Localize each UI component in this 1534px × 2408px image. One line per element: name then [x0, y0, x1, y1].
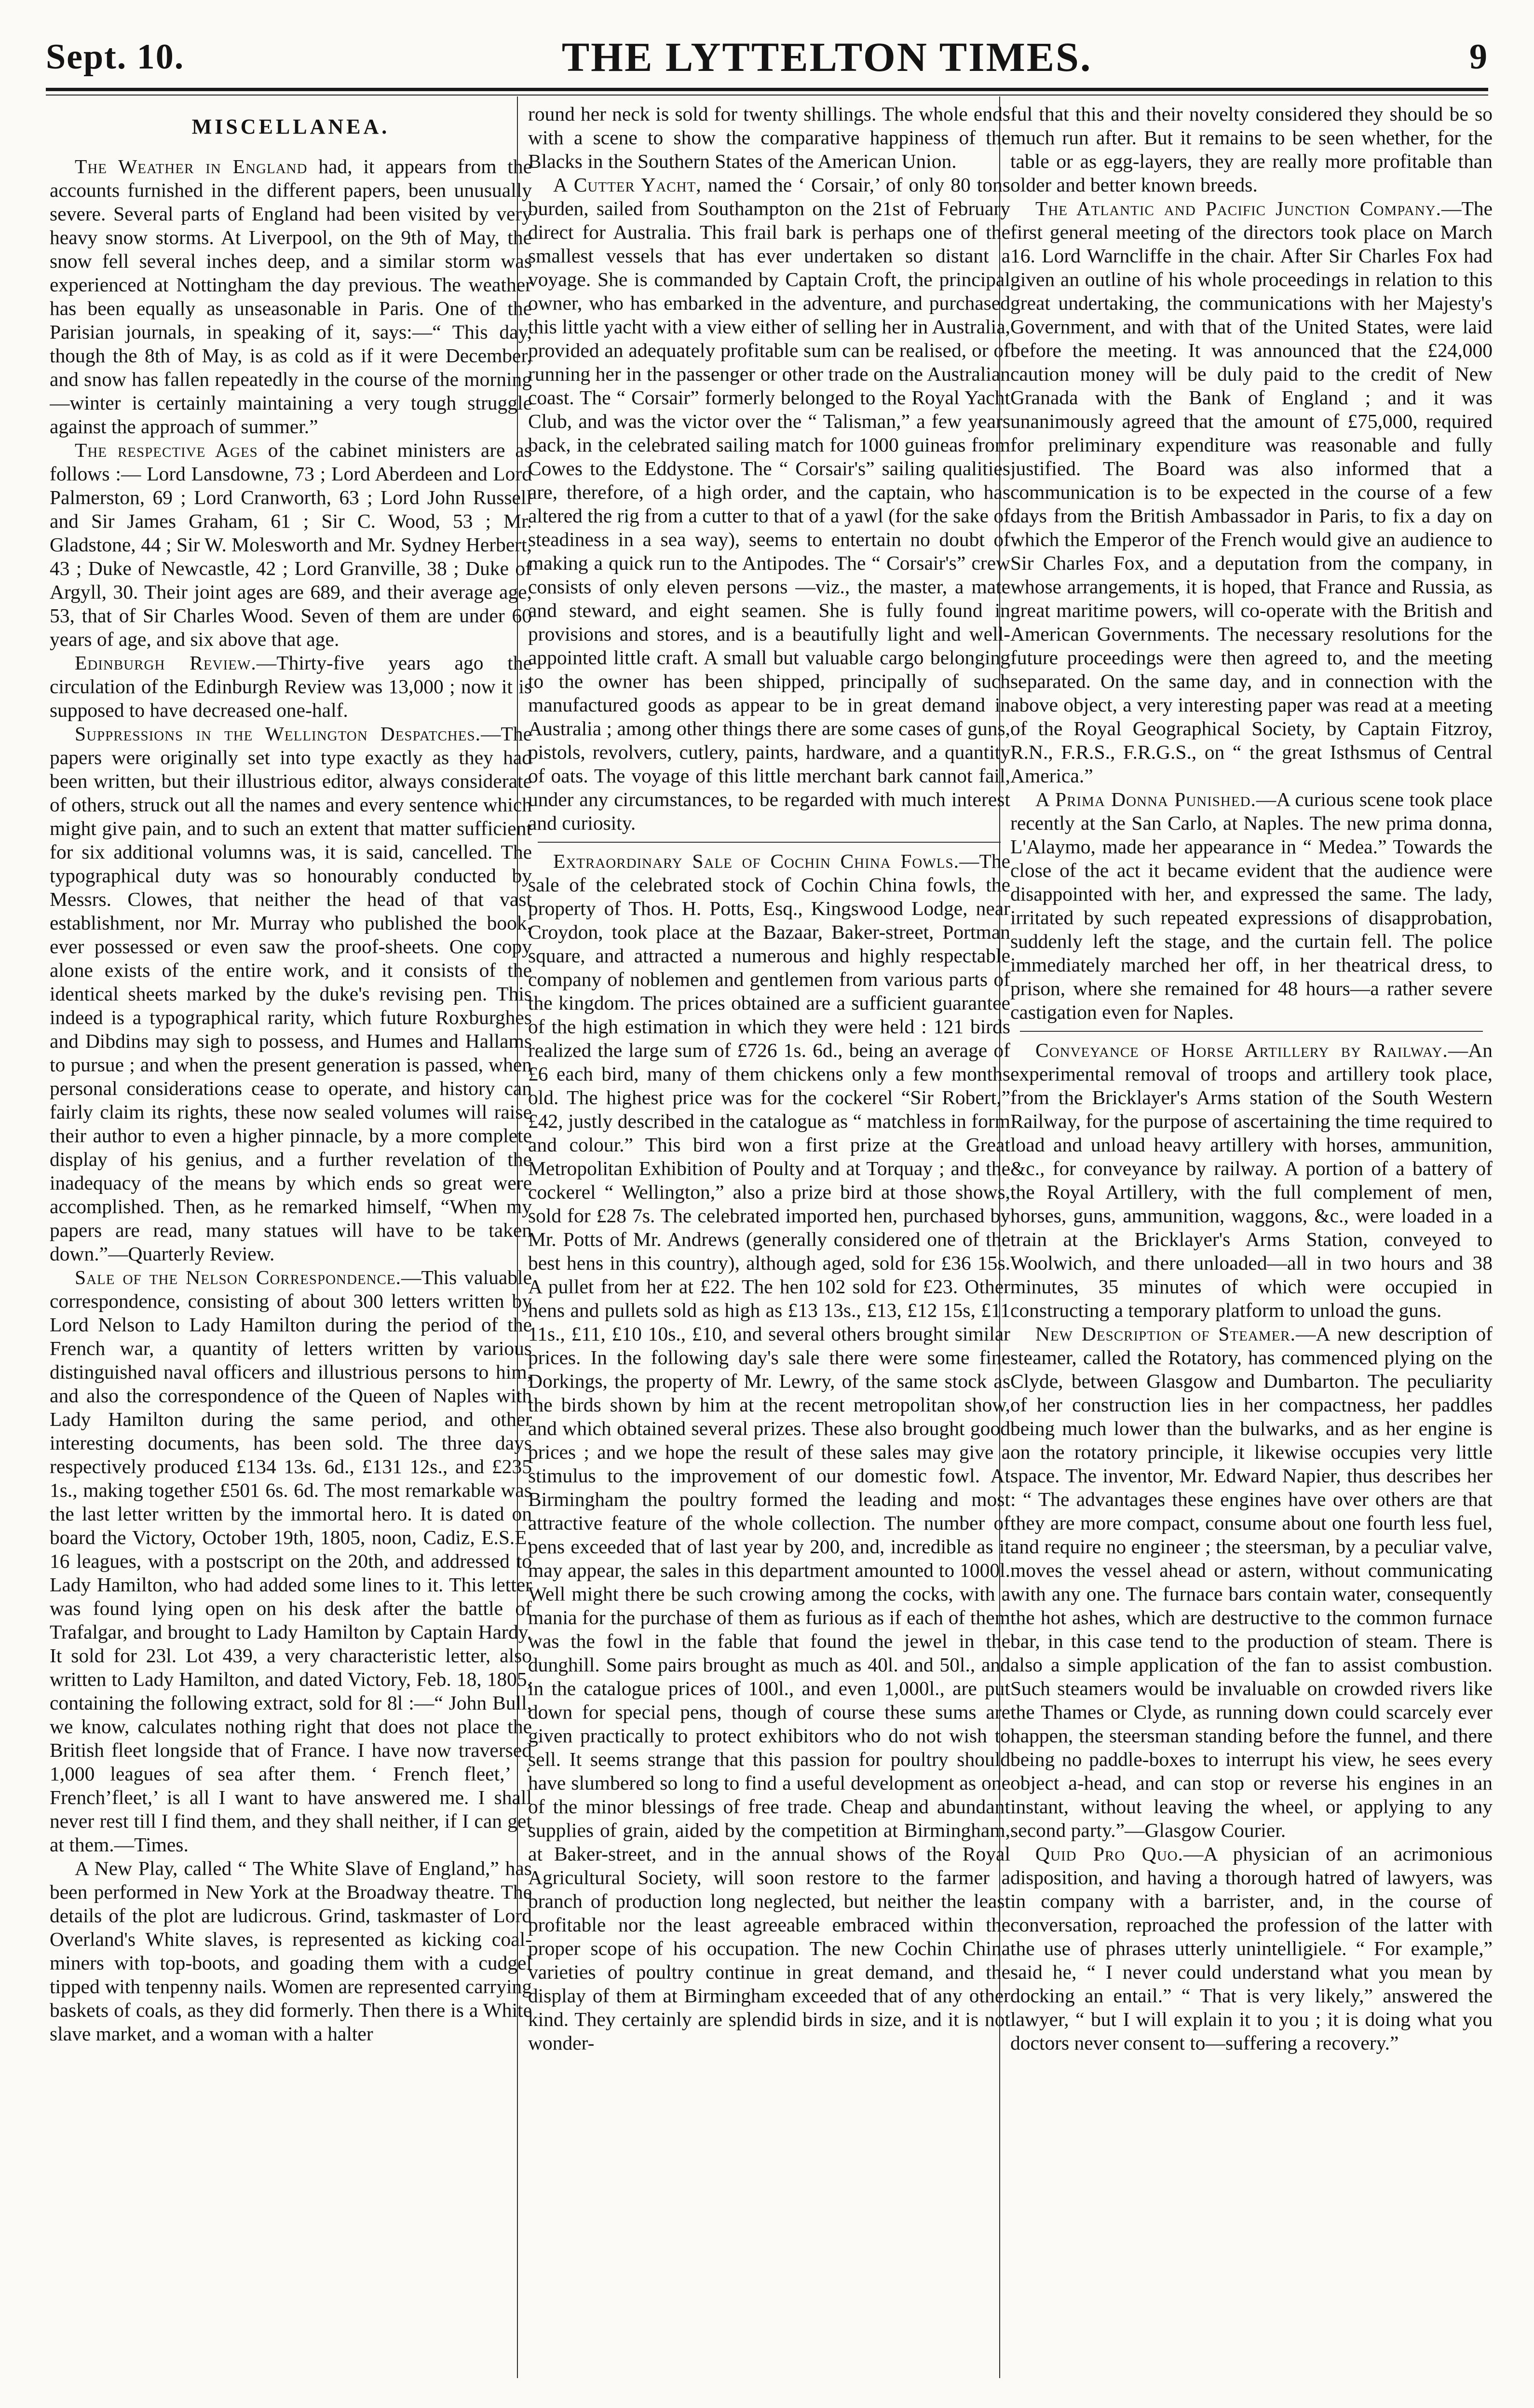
article-lead: Edinburgh Review.: [75, 652, 257, 674]
article-lead: Suppressions in the Wellington Despatches.: [75, 723, 481, 745]
article-lead: Extraordinary Sale of Cochin China Fowls.: [553, 850, 959, 872]
article-white-slave-play: A New Play, called “ The White Slave of England,” has been performed in New York at the Broadway theatre. The details of the plot are ludicrous. Grind, taskmaster of Lord Overland's White slaves, is represented as kicking coal-miners with top-boots, and goading them with a cudgel tipped with tenpenny nails. Women are represented carrying baskets of coals, as they did formerly. Then there is a White slave market, and a woman with a halter: [50, 1857, 532, 2045]
column-2: [528, 102, 1010, 2384]
article-body: —This valuable correspondence, consisting of about 300 letters written by Lord Nelson to Lady Hamilton during the period of the French war, a quantity of letters written by various distinguished naval officers and illustrious persons to him, and also the correspondence of the Queen of Naples with Lady Hamilton during the same period, and other interesting documents, has been sold. The three days respectively produced £134 13s. 6d., £131 12s., and £235 1s., making together £501 6s. 6d. The most remarkable was the last letter written by the immortal hero. It is dated on board the Victory, October 19th, 1805, noon, Cadiz, E.S.E. 16 leagues, with a postscript on the 20th, and addressed to Lady Hamilton, who had added some lines to it. This letter was found lying open on his desk after the battle of Trafalgar, and brought to Lady Hamilton by Captain Hardy. It sold for 23l. Lot 439, a very characteristic letter, also written to Lady Hamilton, and dated Victory, Feb. 18, 1805, containing the following extract, sold for 8l :—“ John Bull, we know, calculates nothing right that does not place the British fleet longside that of France. I have now traversed 1,000 leagues of sea after them. ‘ French fleet,’ ‘ French’fleet,’ is all I want to have answered me. I shall never rest till I find them, and they shall neither, if I can get at them.—Times.: [50, 1266, 532, 1856]
article-horse-artillery: [1010, 1039, 1493, 1322]
article-body: —The first general meeting of the directors took place on March 16. Lord Warncliffe in the chair. After Sir Charles Fox had given an outline of his whole proceedings in relation to this great undertaking, the communications with her Majesty's Government, and with that of the United States, were laid before the meeting. It was announced that the £24,000 caution money will be duly paid to the credit of New Granada with the Bank of England ; and it was unanimously agreed that the amount of £75,000, required for preliminary expenditure was reasonable and fully justified. The Board was also informed that a communication is to be expected in the course of a few days from the British Ambassador in Paris, to fix a day on which the Emperor of the French would give an audience to Sir Charles Fox, and a deputation from the company, in whose arrangements, it is hoped, that France and Russia, as great maritime powers, will co-operate with the British and American Governments. The necessary resolutions for the future proceedings were then agreed to, and the meeting separated. On the same day, and in connection with the above object, a very interesting paper was read at a meeting of the Royal Geographical Society, by Captain Fitzroy, R.N., F.R.S., F.R.G.S., on “ the great Isthsmus of Central America.”: [1010, 197, 1493, 787]
article-lead: The respective Ages: [75, 439, 258, 461]
article-body: of the cabinet ministers are as follows :— Lord Lansdowne, 73 ; Lord Aberdeen and Lord Palmerston, 69 ; Lord Cranworth, 63 ; Lord John Russell and Sir James Graham, 61 ; Sir C. Wood, 53 ; Mr. Gladstone, 44 ; Sir W. Molesworth and Mr. Sydney Herbert, 43 ; Duke of Newcastle, 42 ; Lord Granville, 38 ; Duke of Argyll, 30. Their joint ages are 689, and their average age, 53, that of Sir Charles Wood. Seven of them are under 60 years of age, and six above that age.: [50, 439, 532, 650]
article-cutter-yacht: [528, 173, 1010, 835]
article-cochin-china-fowls: [528, 849, 1010, 2055]
article-lead: A Cutter Yacht,: [553, 174, 702, 196]
article-lead: A Prima Donna Punished.: [1035, 788, 1256, 810]
article-lead: New Description of Steamer.: [1035, 1323, 1296, 1345]
article-lead: Quid Pro Quo.: [1035, 1843, 1184, 1865]
masthead-thick-rule: [46, 88, 1488, 91]
article-continuation: ful that this and their novelty considered they should be so much run after. But it remains to be seen whether, for the table or as egg-layers, they are really more profitable than older and better known breeds.: [1010, 103, 1493, 196]
page-number: 9: [1469, 37, 1488, 77]
article-body: —The papers were originally set into type exactly as they had been written, but their illustrious editor, always considerate of others, struck out all the names and every sentence which might give pain, and to such an extent that matter sufficient for six additional volumns was, it is said, cancelled. The typographical duty was so honourably conducted by Messrs. Clowes, that neither the head of that vast establishment, nor Mr. Murray who published the book, ever possessed or even saw the proof-sheets. One copy alone exists of the entire work, and it consists of the identical sheets marked by the duke's revising pen. This indeed is a typographical rarity, which future Roxburghes and Dibdins may sigh to possess, and Humes and Hallams to pursue ; and when the present generation is passed, when personal considerations cease to operate, and history can fairly claim its rights, these now sealed volumes will raise their author to even a higher pinnacle, by a more complete display of his genius, and a further revelation of the inadequacy of the means by which ends so great were accomplished. Then, as he remarked himself, “When my papers are read, many statues will have to be taken down.”—Quarterly Review.: [50, 723, 532, 1265]
article-lead: The Weather in England: [75, 155, 308, 178]
article-separator: [538, 842, 1001, 843]
article-atlantic-pacific: [1010, 197, 1493, 788]
section-heading: MISCELLANEA.: [191, 115, 390, 138]
article-wellington-despatches: [50, 722, 532, 1266]
article-body: —Thirty-five years ago the circulation of the Edinburgh Review was 13,000 ; now it is supposed to have decreased one-half.: [50, 652, 532, 721]
article-cabinet-ages: [50, 438, 532, 651]
masthead: [46, 28, 1488, 86]
article-body: —A curious scene took place recently at the San Carlo, at Naples. The new prima donna, L'Alaymo, made her appearance in “ Medea.” Towards the close of the act it became evident that the audience were disappointed with her, and expressed the same. The lady, irritated by such repeated expressions of disapprobation, suddenly left the stage, and the curtain fell. The police immediately marched her off, in her theatrical dress, to prison, where she remained for 48 hours—a rather severe castigation even for Naples.: [1010, 788, 1493, 1023]
issue-date: Sept. 10.: [46, 37, 185, 77]
article-body: named the ‘ Corsair,’ of only 80 tons burden, sailed from Southampton on the 21st of February direct for Australia. This frail bark is perhaps one of the smallest vessels that has ever undertaken so distant a voyage. She is commanded by Captain Croft, the principal owner, who has embarked in the adventure, and purchased this little yacht with a view either of selling her in Australia, provided an adequately profitable sum can be realised, or of running her in the passenger or other trade on the Australian coast. The “ Corsair” formerly belonged to the Royal Yacht Club, and was the victor over the “ Talisman,” a few years back, in the celebrated sailing match for 1000 guineas from Cowes to the Eddystone. The “ Corsair's” sailing qualities are, therefore, of a high order, and the captain, who has altered the rig from a cutter to that of a yawl (for the sake of steadiness in a sea way), seems to entertain no doubt of making a quick run to the Antipodes. The “ Corsair's” crew consists of only eleven persons —viz., the master, a mate and steward, and eight seamen. She is fully found in provisions and stores, and is a beautifully light and well-appointed little craft. A small but valuable cargo belonging to the owner has been shipped, principally of such manufactured goods as appear to be in great demand in Australia ; among other things there are some cases of guns, pistols, revolvers, cutlery, paints, hardware, and a quantity of oats. The voyage of this little merchant bark cannot fail, under any circumstances, to be regarded with much interest and curiosity.: [528, 174, 1010, 834]
article-edinburgh-review: [50, 651, 532, 722]
newspaper-title: THE LYTTELTON TIMES.: [561, 34, 1092, 80]
article-continuation: round her neck is sold for twenty shillings. The whole ends with a scene to show the comparative happiness of the Blacks in the Southern States of the American Union.: [528, 103, 1010, 172]
article-nelson-correspondence: [50, 1266, 532, 1857]
article-body: —A physician of an acrimonious disposition, and having a thorough hatred of lawyers, was in company with a barrister, and, in the course of conversation, reproached the profession of the latter with the use of phrases utterly unintelligiele. “ For example,” said he, “ I never could understand what you mean by docking an entail.” “ That is very likely,” answered the lawyer, “ but I will explain it to you ; it is doing what you doctors never consent to—suffering a recovery.”: [1010, 1843, 1493, 2054]
column-1: [50, 102, 532, 2384]
article-body: had, it appears from the accounts furnished in the different papers, been unusually severe. Several parts of England had been visited by very heavy snow storms. At Liverpool, on the 9th of May, the snow fell several inches deep, and a similar storm was experienced at Nottingham the day previous. The weather has been equally as unseasonable in Paris. One of the Parisian journals, in speaking of it, says:—“ This day, though the 8th of May, is as cold as if it were December, and snow has fallen repeatedly in the course of the morning—winter is certainly maintaining a very tough struggle against the approach of summer.”: [50, 155, 532, 438]
article-lead: Sale of the Nelson Correspondence.: [75, 1266, 402, 1288]
article-body: —An experimental removal of troops and artillery took place, from the Bricklayer's Arms station of the South Western Railway, for the purpose of ascertaining the time required to load and unload heavy artillery with horses, ammunition, &c., for conveyance by railway. A portion of a battery of the Royal Artillery, with the full complement of men, horses, guns, ammunition, waggons, &c., were loaded in a train at the Bricklayer's Arms Station, conveyed to Woolwich, and there unloaded—all in two hours and 38 minutes, 35 minutes of which were occupied in constructing a temporary platform to unload the guns.: [1010, 1039, 1493, 1321]
masthead-thin-rule: [46, 95, 1488, 96]
article-quid-pro-quo: [1010, 1842, 1493, 2055]
article-lead: The Atlantic and Pacific Junction Company.: [1035, 197, 1441, 219]
article-weather: [50, 155, 532, 438]
article-body: —A new description of steamer, called the Rotatory, has commenced plying on the Clyde, between Glasgow and Dumbarton. The peculiarity of her construction lies in her compactness, her paddles being much lower than the bulwarks, and as her engine is on the rotatory principle, it likewise occupies very little space. The inventor, Mr. Edward Napier, thus describes her : “ The advantages these engines have over others are that they are more compact, consume about one fourth less fuel, and require no engineer ; the steersman, by a peculiar valve, moves the vessel ahead or astern, without communicating with any one. The furnace bars contain water, consequently the hot ashes, which are destructive to the common furnace bar, in this case tend to the production of steam. There is also a simple application of the fan to assist combustion. Such steamers would be invaluable on crowded rivers like the Thames or Clyde, as running down could scarcely ever happen, the steersman standing before the funnel, and there being no paddle-boxes to interrupt his view, he sees every object a-head, and can stop or reverse his engines in an instant, without leaving the wheel, or applying to any second party.”—Glasgow Courier.: [1010, 1323, 1493, 1841]
article-lead: Conveyance of Horse Artillery by Railway.: [1035, 1039, 1448, 1061]
column-3: [1010, 102, 1493, 2384]
article-body: —The sale of the celebrated stock of Cochin China fowls, the property of Thos. H. Potts, Esq., Kingswood Lodge, near Croydon, took place at the Bazaar, Baker-street, Portman square, and attracted a numerous and highly respectable company of noblemen and gentlemen from various parts of the kingdom. The prices obtained are a sufficient guarantee of the high estimation in which they were held : 121 birds realized the large sum of £726 1s. 6d., being an average of £6 each bird, many of them chickens only a few months old. The highest price was for the cockerel “Sir Robert,” £42, justly described in the catalogue as “ matchless in form and colour.” This bird won a first prize at the Great Metropolitan Exhibition of Poulty and at Torquay ; and the cockerel “ Wellington,” also a prize bird at those shows, sold for £28 7s. The celebrated imported hen, purchased by Mr. Potts of Mr. Andrews (generally considered one of the best hens in this country), although aged, sold for £36 15s. A pullet from her at £22. The hen 102 sold for £23. Other hens and pullets sold as high as £13 13s., £13, £12 15s, £11 11s., £11, £10 10s., £10, and several others brought similar prices. In the following day's sale there were some fine Dorkings, the property of Mr. Lewry, of the same stock as the birds shown by him at the recent metropolitan show, and which obtained several prizes. These also brought good prices ; and we hope the result of these sales may give a stimulus to the improvement of our domestic fowl. At Birmingham the poultry formed the leading and most attractive feature of the whole collection. The number of pens exceeded that of last year by 200, and, incredible as it may appear, the sales in this department amounted to 1000l. Well might there be such crowing among the cocks, with a mania for the purchase of them as furious as if each of them was the fowl in the fable that found the jewel in the dunghill. Some pairs brought as much as 40l. and 50l., and in the catalogue prices of 100l., and even 1,000l., are put down for special pens, though of course these sums are given practically to protect exhibitors who do not wish to sell. It seems strange that this passion for poultry should have slumbered so long to find a useful development as one of the minor blessings of free trade. Cheap and abundant supplies of grain, aided by the competition at Birmingham, at Baker-street, and in the annual shows of the Royal Agricultural Society, will soon restore to the farmer a branch of production long neglected, but neither the least profitable nor the least agreeable embraced within the proper scope of his occupation. The new Cochin China varieties of poultry continue in great demand, and the display of them at Birmingham exceeded that of any other kind. They certainly are splendid birds in size, and it is not wonder-: [528, 850, 1010, 2054]
article-separator: [1020, 1031, 1483, 1032]
article-prima-donna: [1010, 788, 1493, 1024]
article-new-steamer: [1010, 1322, 1493, 1842]
